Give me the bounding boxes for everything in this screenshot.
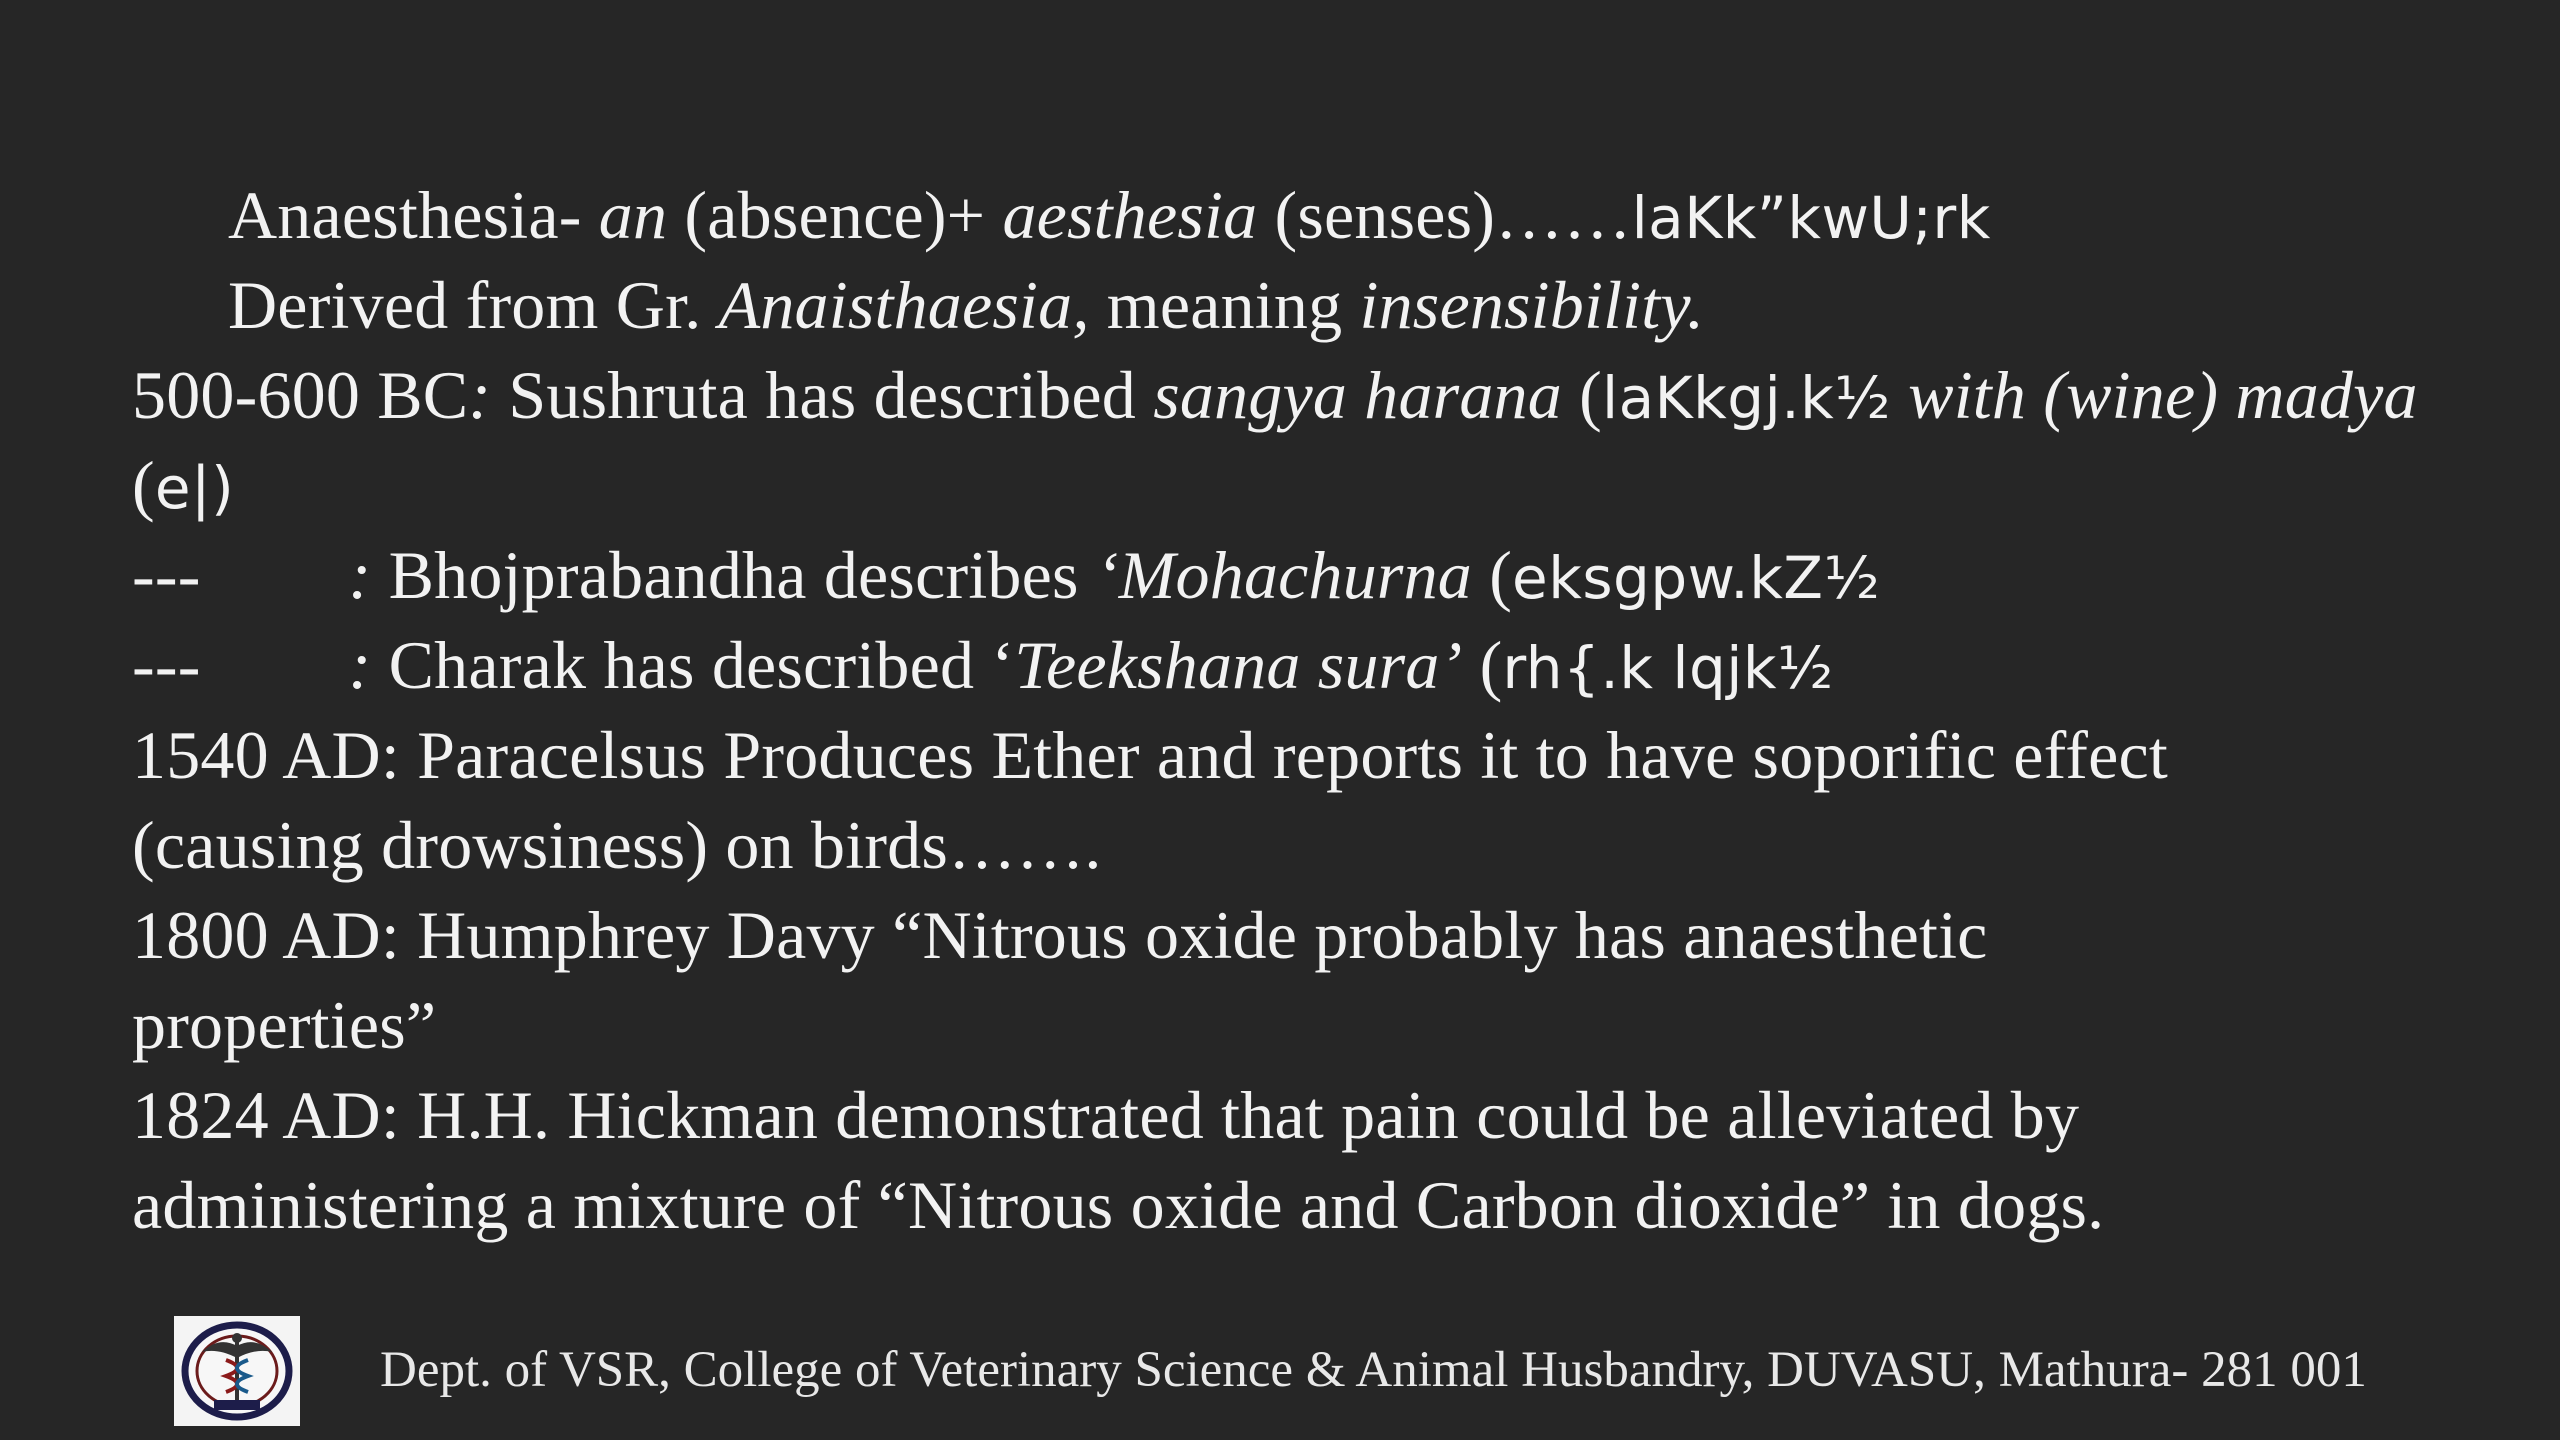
hindi-text-segment: laKk”kwU;rk [1631, 184, 1991, 252]
text-segment-italic: an [598, 177, 668, 253]
text-segment-italic: Anaisthaesia, [718, 267, 1090, 343]
text-segment: ( [1472, 537, 1513, 613]
text-segment: (senses)…… [1257, 177, 1632, 253]
text-segment-italic: with (wine) madya [1890, 357, 2418, 433]
text-segment: Bhojprabandha describes [371, 537, 1096, 613]
text-segment: (absence)+ [667, 177, 1003, 253]
text-line-sushruta [132, 350, 2418, 443]
text-line-anaesthesia [228, 170, 1991, 263]
text-segment-italic: : [348, 627, 372, 703]
text-segment-italic: insensibility. [1359, 267, 1705, 343]
hindi-text-segment: e|) [154, 454, 235, 522]
text-segment: ( [1462, 627, 1503, 703]
text-segment: 500-600 BC [132, 357, 469, 433]
hindi-text-segment: laKkgj.k½ [1601, 364, 1891, 432]
text-segment: ( [1561, 357, 1602, 433]
text-segment-italic: : [348, 537, 372, 613]
college-emblem-icon [174, 1316, 300, 1426]
hindi-text-segment: rh{.k lqjk½ [1502, 634, 1834, 702]
text-segment-italic: ‘Mohachurna [1095, 537, 1472, 613]
text-segment: ( [132, 447, 155, 523]
text-line-derived [228, 260, 1704, 350]
footer-text: Dept. of VSR, College of Veterinary Science & Animal Husbandry, DUVASU, Mathura- 281 001 [380, 1342, 2367, 1398]
text-line-hickman: 1824 AD: H.H. Hickman demonstrated that pain could be alleviated by [132, 1077, 2080, 1153]
text-segment: --- [132, 537, 201, 613]
text-segment: Charak has described ‘ [371, 627, 1015, 703]
footer [174, 1316, 2414, 1428]
text-segment: --- [132, 627, 201, 703]
hindi-text-segment: eksgpw.kZ½ [1512, 544, 1881, 612]
text-segment-italic: : [468, 357, 492, 433]
text-line-paracelsus-cont: (causing drowsiness) on birds……. [132, 807, 1102, 883]
text-segment: Anaesthesia- [228, 177, 599, 253]
text-line-hickman-cont: administering a mixture of “Nitrous oxide and Carbon dioxide” in dogs. [132, 1167, 2105, 1243]
text-segment: meaning [1089, 267, 1360, 343]
text-line-madya [132, 440, 234, 533]
text-line-charak [132, 620, 1834, 713]
text-line-paracelsus: 1540 AD: Paracelsus Produces Ether and reports it to have soporific effect [132, 717, 2168, 793]
text-segment-italic: aesthesia [1002, 177, 1258, 253]
text-segment: Sushruta has described [491, 357, 1154, 433]
text-segment-italic: sangya harana [1153, 357, 1562, 433]
text-line-bhojprabandha [132, 530, 1880, 623]
text-segment: Derived from Gr. [228, 267, 719, 343]
text-line-davy-cont: properties” [132, 987, 437, 1063]
text-line-davy: 1800 AD: Humphrey Davy “Nitrous oxide probably has anaesthetic [132, 897, 1988, 973]
text-segment-italic: Teekshana sura’ [1014, 627, 1463, 703]
